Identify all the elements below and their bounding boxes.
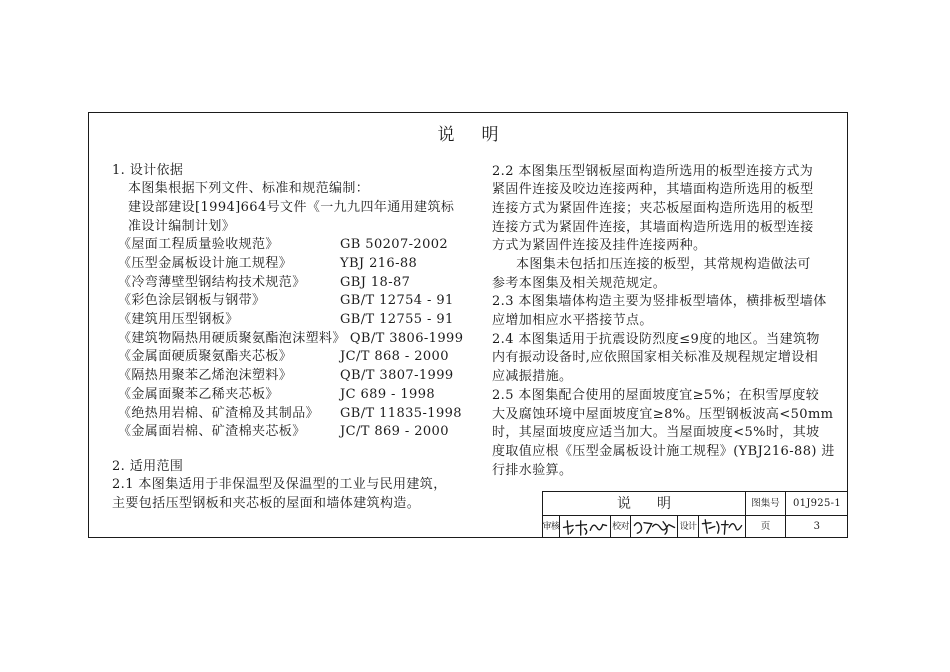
standard-row <box>112 236 463 255</box>
standard-row <box>112 311 463 330</box>
basis-intro-line: 准设计编制计划》 <box>128 218 236 234</box>
standard-code: GB 50207-2002 <box>340 237 449 253</box>
page-number: 3 <box>785 515 848 538</box>
note-line: 本图集未包括扣压连接的板型，其常规构造做法可 <box>516 257 811 273</box>
standard-code: GB/T 12754 - 91 <box>340 293 454 309</box>
reviewer-signature <box>559 515 610 538</box>
review-label: 审核 <box>542 515 559 538</box>
standard-row <box>112 386 463 405</box>
design-label: 设计 <box>677 515 698 538</box>
title-block <box>542 491 848 538</box>
page-title: 说 明 <box>437 125 504 145</box>
standard-code: QB/T 3806-1999 <box>349 330 464 346</box>
reviewer-signature-scribble <box>560 516 610 538</box>
standard-row <box>112 348 463 367</box>
note-line: 度取值应根《压型金属板设计施工规程》(YBJ216-88) 进 <box>492 443 835 459</box>
standard-name: 《冷弯薄壁型钢结构技术规范》 <box>118 274 306 290</box>
standard-name: 《金属面硬质聚氨酯夹芯板》 <box>118 349 293 365</box>
note-line: 2.4 本图集适用于抗震设防烈度≤9度的地区。当建筑物 <box>492 331 820 347</box>
standard-code: JC/T 869 - 2000 <box>340 424 449 440</box>
note-line: 方式为紧固件连接及挂件连接两种。 <box>492 238 707 254</box>
standard-name: 《建筑物隔热用硬质聚氨酯泡沫塑料》 <box>118 330 346 346</box>
note-line: 行排水验算。 <box>492 462 573 478</box>
basis-intro-line: 本图集根据下列文件、标准和规范编制： <box>128 181 370 197</box>
standard-name: 《金属面聚苯乙稀夹芯板》 <box>118 386 279 402</box>
standard-name: 《压型金属板设计施工规程》 <box>118 256 293 272</box>
standard-name: 《绝热用岩棉、矿渣棉及其制品》 <box>118 405 320 421</box>
standard-code: QB/T 3807-1999 <box>340 368 454 384</box>
standard-name: 《金属面岩棉、矿渣棉夹芯板》 <box>118 424 306 440</box>
note-line: 内有振动设备时,应依照国家相关标准及规程规定增设相 <box>492 350 819 366</box>
design-basis-section <box>112 162 463 442</box>
standard-code: GBJ 18-87 <box>340 274 411 290</box>
note-line: 2.2 本图集压型钢板屋面构造所选用的板型连接方式为 <box>492 163 814 179</box>
standard-code: GB/T 11835-1998 <box>340 405 462 421</box>
note-line: 连接方式为紧固件连接；夹芯板屋面构造所选用的板型 <box>492 200 814 216</box>
designer-signature-scribble <box>699 516 745 538</box>
checker-signature-scribble <box>631 516 677 538</box>
standard-row <box>112 367 463 386</box>
standard-name: 《建筑用压型钢板》 <box>118 312 239 328</box>
section-heading-scope: 2. 适用范围 <box>112 458 184 474</box>
scope-section <box>112 458 447 514</box>
title-block-title: 说 明 <box>542 491 745 515</box>
standard-name: 《隔热用聚苯乙烯泡沫塑料》 <box>118 368 293 384</box>
standard-row <box>112 255 463 274</box>
note-line: 紧固件连接及咬边连接两种，其墙面构造所选用的板型 <box>492 182 814 198</box>
standard-code: YBJ 216-88 <box>340 256 418 272</box>
standard-name: 《屋面工程质量验收规范》 <box>118 237 279 253</box>
note-line: 2.5 本图集配合使用的屋面坡度宜≥5%；在积雪厚度较 <box>492 387 820 403</box>
section-heading-basis: 1. 设计依据 <box>112 162 184 178</box>
checker-signature <box>630 515 677 538</box>
atlas-number: 01J925-1 <box>785 491 848 515</box>
page-label: 页 <box>745 515 785 538</box>
standard-row <box>112 292 463 311</box>
note-line: 时，其屋面坡度应适当加大。当屋面坡度<5%时，其坡 <box>492 425 820 441</box>
standard-code: GB/T 12755 - 91 <box>340 312 454 328</box>
check-label: 校对 <box>610 515 630 538</box>
standard-name: 《彩色涂层钢板与钢带》 <box>118 293 266 309</box>
standard-code: JC 689 - 1998 <box>340 386 436 402</box>
note-line: 2.3 本图集墙体构造主要为竖排板型墙体，横排板型墙体 <box>492 294 827 310</box>
standard-row <box>112 405 463 424</box>
designer-signature <box>698 515 745 538</box>
notes-section <box>492 163 835 481</box>
standard-row <box>112 423 463 442</box>
standard-row <box>112 330 463 349</box>
note-line: 参考本图集及相关规范规定。 <box>492 275 667 291</box>
scope-line: 主要包括压型钢板和夹芯板的屋面和墙体建筑构造。 <box>112 495 421 511</box>
note-line: 应增加相应水平搭接节点。 <box>492 313 653 329</box>
atlas-number-label: 图集号 <box>745 491 785 515</box>
basis-intro-line: 建设部建设[1994]664号文件《一九九四年通用建筑标 <box>128 199 455 215</box>
note-line: 大及腐蚀环境中屋面坡度宜≥8%。压型钢板波高<50mm <box>492 406 834 422</box>
note-line: 应减振措施。 <box>492 369 573 385</box>
standard-code: JC/T 868 - 2000 <box>340 349 449 365</box>
standard-row <box>112 274 463 293</box>
scope-line: 2.1 本图集适用于非保温型及保温型的工业与民用建筑， <box>112 477 447 493</box>
note-line: 连接方式为紧固件连接，其墙面构造所选用的板型连接 <box>492 219 814 235</box>
